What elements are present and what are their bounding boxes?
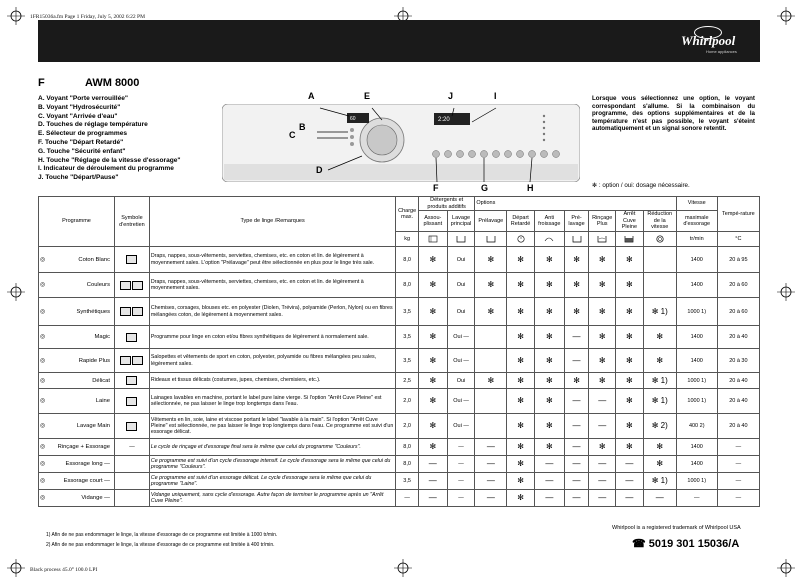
header-symbole: Symbole d'entretien: [114, 197, 149, 247]
temperature: 20 à 60: [717, 298, 759, 326]
pre: —: [564, 490, 589, 507]
speed: 1400: [676, 326, 717, 349]
prelavage: —: [475, 456, 507, 473]
prelavage: ✻: [475, 247, 507, 273]
reduction: ✻ 1): [643, 373, 676, 389]
programme-name: ◎ Couleurs: [39, 273, 115, 298]
temperature: 20 à 30: [717, 349, 759, 373]
speed: 1000 1): [676, 389, 717, 414]
care-symbol-icon: [114, 456, 149, 473]
assouplissant: ✻: [418, 389, 447, 414]
remark: Ce programme est suivi d'un essorage délicat. Le cycle d'essorage sera le même que celui du programme "Laine".: [149, 473, 395, 490]
footnotes: [46, 530, 277, 550]
programme-name: ◎ Coton Blanc: [39, 247, 115, 273]
arret: ✻: [616, 439, 644, 456]
charge: 3,5: [396, 349, 419, 373]
callout-b: B: [299, 122, 306, 132]
charge: 8,0: [396, 273, 419, 298]
programme-name: ◎ Magic: [39, 326, 115, 349]
temperature: 20 à 40: [717, 373, 759, 389]
program-icon: ◎: [40, 377, 46, 384]
callout-f: F: [433, 183, 439, 193]
lavage: —: [447, 490, 475, 507]
time-display: 2:20: [438, 117, 450, 123]
tray-icon: [418, 232, 447, 247]
depart: ✻: [507, 298, 535, 326]
rincage: ✻: [589, 349, 616, 373]
depart: ✻: [507, 349, 535, 373]
charge: —: [396, 490, 419, 507]
prelavage: —: [475, 490, 507, 507]
phone-icon: ☎: [632, 538, 649, 550]
programme-name: ◎ Essorage court —: [39, 473, 115, 490]
depart: ✻: [507, 373, 535, 389]
callout-e: E: [364, 91, 371, 101]
header-vitesse: Vitesse: [676, 197, 717, 211]
feature-item: B. Voyant "Hydrosécurité": [38, 103, 121, 111]
programme-name: ◎ Laine: [39, 389, 115, 414]
temperature: —: [717, 490, 759, 507]
depart: ✻: [507, 473, 535, 490]
temperature: —: [717, 456, 759, 473]
temperature: —: [717, 473, 759, 490]
table-row: [39, 349, 760, 373]
remark: Vêtements en lin, soie, laine et viscose portant le label "lavable à la main". Si l'option "Arrêt Cuve Pleine" est sélectionnée, ne pas laisser le linge trop longtemps dans l'eau. Ce programme est suivi d'un essorage délicat.: [149, 414, 395, 439]
remark: Draps, nappes, sous-vêtements, serviettes, chemises, etc. en coton et lin. de légèrement à moyennement sales.: [149, 273, 395, 298]
feature-item: D. Touches de réglage température: [38, 121, 148, 129]
charge: 3,5: [396, 298, 419, 326]
temperature: 20 à 40: [717, 414, 759, 439]
remark: Vidange uniquement, sans cycle d'essorage. Autre façon de terminer le programme après un "Arrêt Cuve Pleine".: [149, 490, 395, 507]
speed: —: [676, 490, 717, 507]
rinse-icon: [589, 232, 616, 247]
arret: —: [616, 473, 644, 490]
header-assouplissant: Assou-plissant: [418, 211, 447, 232]
crop-mark-icon: [7, 283, 25, 301]
header-rincage: Rinçage Plus: [589, 211, 616, 232]
option-legend: ✻ : option / oui: dosage nécessaire.: [592, 182, 690, 189]
callout-a: A: [308, 91, 315, 101]
pre: —: [564, 473, 589, 490]
programme-name: ◎ Lavage Main: [39, 414, 115, 439]
anti: ✻: [534, 414, 564, 439]
feature-item: A. Voyant "Porte verrouillée": [38, 95, 129, 102]
prelavage: [475, 389, 507, 414]
speed: 1400: [676, 273, 717, 298]
brand-tagline: Home appliances: [706, 49, 737, 54]
pre: ✻: [564, 247, 589, 273]
arret: ✻: [616, 373, 644, 389]
program-icon: ◎: [40, 357, 46, 364]
speed: 400 2): [676, 414, 717, 439]
depart: ✻: [507, 490, 535, 507]
feature-item: F. Touche "Départ Retardé": [38, 138, 124, 146]
feature-list: [38, 95, 181, 183]
rincage: ✻: [589, 298, 616, 326]
depart: ✻: [507, 439, 535, 456]
crop-mark-icon: [777, 7, 795, 25]
lavage: —: [447, 473, 475, 490]
assouplissant: ✻: [418, 349, 447, 373]
assouplissant: —: [418, 473, 447, 490]
feature-item: E. Sélecteur de programmes: [38, 130, 128, 138]
prelavage: [475, 326, 507, 349]
lavage: Oui: [447, 273, 475, 298]
programme-name: ◎ Vidange —: [39, 490, 115, 507]
callout-h: H: [527, 183, 534, 193]
prelavage: [475, 414, 507, 439]
reduction: [643, 273, 676, 298]
rincage: ✻: [589, 326, 616, 349]
footnote: 2) Afin de ne pas endommager le linge, la vitesse d'essorage de ce programme est limitée à 400 tr/min.: [46, 542, 275, 548]
arret: ✻: [616, 247, 644, 273]
table-row: [39, 389, 760, 414]
reduction: ✻: [643, 456, 676, 473]
pre: —: [564, 349, 589, 373]
tray-icon: [447, 232, 475, 247]
rincage: ✻: [589, 273, 616, 298]
anti: ✻: [534, 298, 564, 326]
header-charge-unit: kg: [396, 232, 419, 247]
lavage: Oui —: [447, 349, 475, 373]
table-row: [39, 490, 760, 507]
program-icon: ◎: [40, 256, 46, 263]
anti: ✻: [534, 373, 564, 389]
reduction: ✻ 1): [643, 473, 676, 490]
programme-name: ◎ Essorage long —: [39, 456, 115, 473]
print-footer: Black process 45.0° 100.0 LPI: [30, 567, 98, 573]
brand-header-bar: [38, 20, 760, 62]
anti: ✻: [534, 349, 564, 373]
lavage: —: [447, 456, 475, 473]
header-reduction: Réduction de la vitesse: [643, 211, 676, 232]
charge: 8,0: [396, 456, 419, 473]
crop-mark-icon: [7, 7, 25, 25]
rincage: —: [589, 414, 616, 439]
crop-mark-icon: [777, 559, 795, 577]
anti: ✻: [534, 247, 564, 273]
pre: —: [564, 456, 589, 473]
feature-item: G. Touche "Sécurité enfant": [38, 147, 126, 155]
arret: ✻: [616, 298, 644, 326]
callout-g: G: [481, 183, 489, 193]
full-tub-icon: [616, 232, 644, 247]
care-symbol-icon: [114, 414, 149, 439]
care-symbol-icon: [114, 247, 149, 273]
assouplissant: —: [418, 456, 447, 473]
program-icon: ◎: [40, 334, 46, 341]
pre: ✻: [564, 273, 589, 298]
rincage: —: [589, 473, 616, 490]
pre: ✻: [564, 373, 589, 389]
footnote: 1) Afin de ne pas endommager le linge, la vitesse d'essorage de ce programme est limitée à 1000 tr/min.: [46, 532, 278, 538]
care-symbol-icon: [114, 373, 149, 389]
anti: —: [534, 490, 564, 507]
assouplissant: ✻: [418, 439, 447, 456]
tray-icon: [475, 232, 507, 247]
temperature: 20 à 40: [717, 389, 759, 414]
header-anti: Anti froissage: [534, 211, 564, 232]
programme-name: ◎ Délicat: [39, 373, 115, 389]
arret: ✻: [616, 273, 644, 298]
feature-item: H. Touche "Réglage de la vitesse d'essorage": [38, 156, 181, 164]
table-row: [39, 473, 760, 490]
header-options: Options: [475, 197, 676, 211]
charge: 3,5: [396, 473, 419, 490]
table-row: [39, 373, 760, 389]
prelavage: ✻: [475, 273, 507, 298]
header-programme: Programme: [39, 197, 115, 247]
crop-mark-icon: [394, 559, 412, 577]
reduction: ✻ 2): [643, 414, 676, 439]
remark: Rideaux et tissus délicats (costumes, jupes, chemises, chemisiers, etc.).: [149, 373, 395, 389]
lavage: —: [447, 439, 475, 456]
anti: ✻: [534, 326, 564, 349]
arret: ✻: [616, 349, 644, 373]
remark: Chemises, corsages, blouses etc. en polyester (Diolen, Trévira), polyamide (Perlon, Nylon) ou en fibres mélangées coton, de légèrement à moyennement sales.: [149, 298, 395, 326]
reduction: ✻: [643, 326, 676, 349]
charge: 8,0: [396, 247, 419, 273]
header-prelavage: Prélavage: [475, 211, 507, 232]
speed: 1000 1): [676, 373, 717, 389]
depart: ✻: [507, 273, 535, 298]
lavage: Oui: [447, 373, 475, 389]
assouplissant: ✻: [418, 326, 447, 349]
prelavage: —: [475, 473, 507, 490]
speed: 1400: [676, 349, 717, 373]
reduction: —: [643, 490, 676, 507]
crop-mark-icon: [777, 283, 795, 301]
reduction: ✻: [643, 439, 676, 456]
rincage: ✻: [589, 439, 616, 456]
header-maximale: maximale d'essorage: [676, 211, 717, 232]
care-symbol-icon: [114, 389, 149, 414]
option-note: Lorsque vous sélectionnez une option, le voyant correspondant s'allume. Si la combinaison du programme, des options supplémentaires et de la température n'est pas possible, le voyant s'éteint automatiquement et un signal sonore retentit.: [592, 95, 755, 133]
pre: —: [564, 389, 589, 414]
charge: 2,0: [396, 414, 419, 439]
depart: ✻: [507, 414, 535, 439]
table-row: [39, 326, 760, 349]
pre: ✻: [564, 298, 589, 326]
depart: ✻: [507, 389, 535, 414]
prelavage: ✻: [475, 373, 507, 389]
temperature: 20 à 95: [717, 247, 759, 273]
arret: ✻: [616, 414, 644, 439]
table-row: [39, 298, 760, 326]
assouplissant: ✻: [418, 298, 447, 326]
table-row: [39, 439, 760, 456]
lavage: Oui —: [447, 326, 475, 349]
clock-icon: [507, 232, 535, 247]
lavage: Oui: [447, 298, 475, 326]
speed: 1000 1): [676, 298, 717, 326]
prelavage: [475, 349, 507, 373]
header-type: Type de linge /Remarques: [149, 197, 395, 247]
care-symbol-icon: [114, 273, 149, 298]
arret: —: [616, 456, 644, 473]
care-symbol-icon: [114, 473, 149, 490]
temperature: 20 à 60: [717, 273, 759, 298]
anti: ✻: [534, 389, 564, 414]
trademark-notice: Whirlpool is a registered trademark of Whirlpool USA: [612, 525, 741, 531]
rincage: —: [589, 490, 616, 507]
temperature-display: 60: [350, 116, 356, 122]
charge: 2,5: [396, 373, 419, 389]
program-icon: ◎: [40, 461, 46, 468]
speed: 1400: [676, 247, 717, 273]
program-icon: ◎: [40, 478, 46, 485]
rincage: —: [589, 389, 616, 414]
crease-icon: [534, 232, 564, 247]
header-detergents: Détergents et produits additifs: [418, 197, 474, 211]
header-charge: Charge max.: [396, 197, 419, 232]
crop-mark-icon: [7, 559, 25, 577]
assouplissant: —: [418, 490, 447, 507]
language-letter: F: [38, 77, 45, 89]
part-number: ☎ 5019 301 15036/A: [632, 538, 740, 550]
pre: —: [564, 414, 589, 439]
reduction: ✻: [643, 349, 676, 373]
temperature: —: [717, 439, 759, 456]
charge: 3,5: [396, 326, 419, 349]
program-icon: ◎: [40, 423, 46, 430]
prelavage: —: [475, 439, 507, 456]
remark: Lainages lavables en machine, portant le label pure laine vierge. Si l'option "Arrêt Cuve Pleine" est sélectionnée, ne pas laisser le linge trop longtemps dans l'eau.: [149, 389, 395, 414]
depart: ✻: [507, 247, 535, 273]
assouplissant: ✻: [418, 273, 447, 298]
brand-name: Whirlpool: [681, 33, 736, 48]
header-lavage: Lavage principal: [447, 211, 475, 232]
pre: —: [564, 439, 589, 456]
header-depart: Départ Retardé: [507, 211, 535, 232]
table-row: [39, 247, 760, 273]
anti: ✻: [534, 273, 564, 298]
table-row: [39, 414, 760, 439]
lavage: Oui: [447, 247, 475, 273]
anti: ✻: [534, 439, 564, 456]
header-temperature: Tempé-rature: [717, 197, 759, 232]
feature-item: C. Voyant "Arrivée d'eau": [38, 112, 118, 120]
depart: ✻: [507, 326, 535, 349]
care-symbol-icon: [114, 490, 149, 507]
anti: —: [534, 456, 564, 473]
pre: —: [564, 326, 589, 349]
temperature: 20 à 40: [717, 326, 759, 349]
rincage: —: [589, 456, 616, 473]
reduction: ✻ 1): [643, 389, 676, 414]
arret: —: [616, 490, 644, 507]
callout-i: I: [494, 91, 497, 101]
reduction: ✻ 1): [643, 298, 676, 326]
header-temp-unit: °C: [717, 232, 759, 247]
remark: Programme pour linge en coton et/ou fibres synthétiques de légèrement à normalement sale.: [149, 326, 395, 349]
program-icon: ◎: [40, 282, 46, 289]
program-icon: ◎: [40, 495, 46, 502]
rincage: ✻: [589, 247, 616, 273]
spin-icon: [643, 232, 676, 247]
arret: ✻: [616, 326, 644, 349]
care-symbol-icon: [114, 349, 149, 373]
anti: —: [534, 473, 564, 490]
remark: Le cycle de rinçage et d'essorage final sera le même que celui du programme "Couleurs".: [149, 439, 395, 456]
care-symbol-icon: [114, 298, 149, 326]
programme-name: ◎ Rinçage + Essorage: [39, 439, 115, 456]
header-speed-unit: tr/min: [676, 232, 717, 247]
callout-c: C: [289, 130, 296, 140]
remark: Draps, nappes, sous-vêtements, serviettes, chemises, etc. en coton et lin. de légèrement à moyennement sales. L'option "Prélavage" peut être sélectionnée en plus pour le linge très sale.: [149, 247, 395, 273]
lavage: Oui —: [447, 414, 475, 439]
remark: Salopettes et vêtements de sport en coton, polyester, polyamide ou fibres mélangées peu sales, légèrement sales.: [149, 349, 395, 373]
print-header: 1FR15036a.fm Page 1 Friday, July 5, 2002 6:22 PM: [30, 14, 145, 20]
speed: 1400: [676, 456, 717, 473]
prelavage: ✻: [475, 298, 507, 326]
depart: ✻: [507, 456, 535, 473]
speed: 1000 1): [676, 473, 717, 490]
callout-d: D: [316, 165, 323, 175]
assouplissant: ✻: [418, 373, 447, 389]
header-pre: Pré-lavage: [564, 211, 589, 232]
control-panel-drawing: [222, 104, 580, 182]
arret: ✻: [616, 389, 644, 414]
feature-item: J. Touche "Départ/Pause": [38, 174, 119, 182]
program-icon: ◎: [40, 444, 46, 451]
control-panel-illustration: [222, 104, 580, 182]
assouplissant: ✻: [418, 247, 447, 273]
remark: Ce programme est suivi d'un cycle d'essorage intensif. Le cycle d'essorage sera le même que celui du programme "Couleurs".: [149, 456, 395, 473]
lavage: Oui —: [447, 389, 475, 414]
header-arret: Arrêt Cuve Pleine: [616, 211, 644, 232]
charge: 8,0: [396, 439, 419, 456]
program-icon: ◎: [40, 398, 46, 405]
programme-table: [38, 196, 760, 507]
assouplissant: ✻: [418, 414, 447, 439]
care-symbol-icon: [114, 326, 149, 349]
rincage: ✻: [589, 373, 616, 389]
model-name: AWM 8000: [85, 77, 140, 89]
program-icon: ◎: [40, 308, 46, 315]
table-row: [39, 273, 760, 298]
programme-name: ◎ Synthétiques: [39, 298, 115, 326]
reduction: [643, 247, 676, 273]
programme-name: ◎ Rapide Plus: [39, 349, 115, 373]
tub-icon: [564, 232, 589, 247]
speed: 1400: [676, 439, 717, 456]
care-symbol-icon: —: [114, 439, 149, 456]
table-row: [39, 456, 760, 473]
charge: 2,0: [396, 389, 419, 414]
feature-item: I. Indicateur de déroulement du programme: [38, 165, 174, 173]
callout-j: J: [448, 91, 454, 101]
